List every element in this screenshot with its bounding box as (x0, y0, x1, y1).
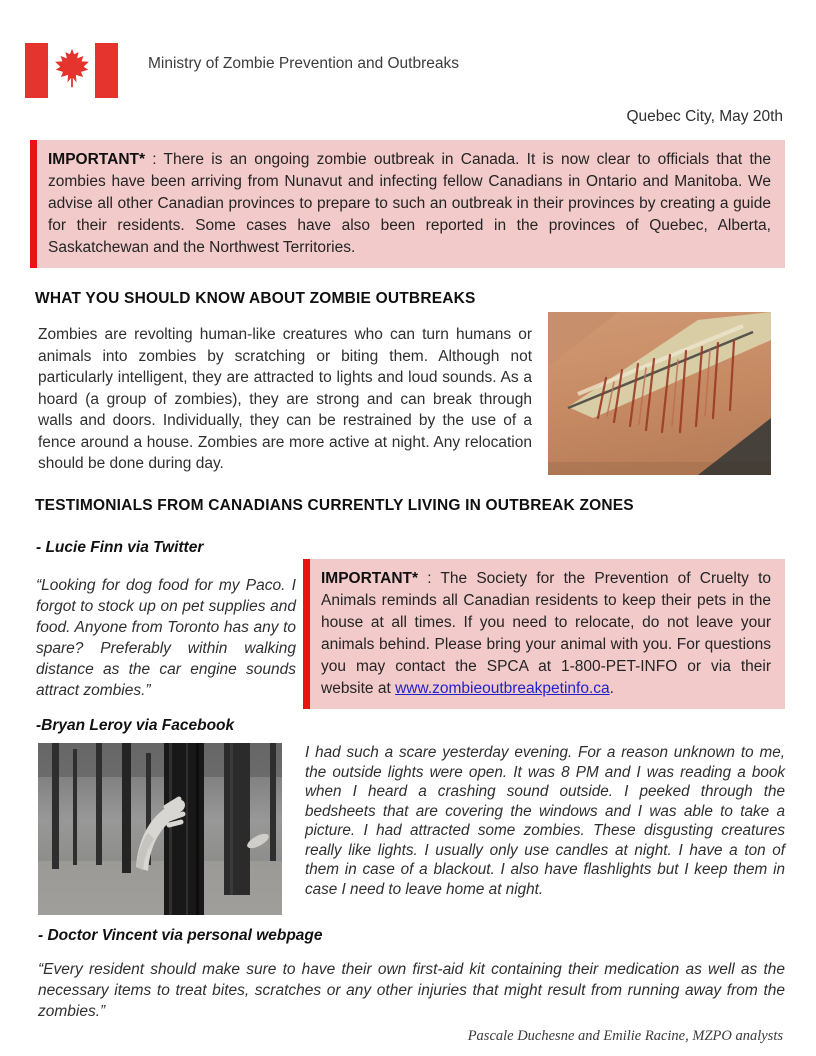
flag-right-bar (95, 43, 118, 98)
dateline: Quebec City, May 20th (626, 108, 783, 125)
testimonials-heading: TESTIMONIALS FROM CANADIANS CURRENTLY LIVING IN OUTBREAK ZONES (35, 497, 634, 514)
testimonial-quote-bryan: I had such a scare yesterday evening. For a reason unknown to me, the outside lights were open. It was 8 PM and I was reading a book when I heard a crashing sound outside. I peeked through the bedsheets that are covering the windows and I was able to take a picture. I had attracted some zombies. These disgusting creatures really like lights. I usually only use candles at night. I have a ton of them in case of a blackout. I also have flashlights but I keep them in case I need to leave home at night. (305, 744, 785, 898)
lucie-row (36, 539, 816, 709)
spca-alert-text (321, 568, 771, 700)
spca-alert-label: IMPORTANT* (321, 570, 419, 587)
maple-leaf-icon (54, 48, 90, 93)
scratched-arm-photo (548, 312, 771, 475)
zombie-hand-tree-photo (38, 743, 282, 915)
spca-alert-suffix: . (609, 680, 614, 697)
testimonial-author-lucie: - Lucie Finn via Twitter (36, 539, 204, 556)
know-paragraph: Zombies are revolting human-like creatures who can turn humans or animals into zombies by scratching or biting them. Although not particularly intelligent, they are attracted to lights and loud sounds. As a hoard (a group of zombies), they are strong and can break through walls and doors. Individually, they can be restrained by the use of a fence around a house. Zombies are more active at night. Any relocation should be done during day. (38, 326, 532, 472)
alert-body: : There is an ongoing zombie outbreak in Canada. It is now clear to officials that the zombies have been arriving from Nunavut and infecting fellow Canadians in Ontario and Manitoba. We advise all other Canadian provinces to prepare to such an outbreak in their provinces by creating a guide for their residents. Some cases have also been reported in the provinces of Quebec, Alberta, Saskatchewan and the Northwest Territories. (48, 151, 771, 256)
ministry-title: Ministry of Zombie Prevention and Outbreaks (148, 55, 459, 72)
spca-website-link[interactable]: www.zombieoutbreakpetinfo.ca (395, 680, 610, 697)
flag-left-bar (25, 43, 48, 98)
know-row (38, 312, 785, 475)
testimonial-author-bryan: -Bryan Leroy via Facebook (36, 717, 235, 734)
flag-white-field (48, 43, 95, 98)
masthead (0, 0, 816, 98)
spca-alert-body: : The Society for the Prevention of Cruelty to Animals reminds all Canadian residents to keep their pets in the house at all times. If you need to relocate, do not leave your animals behind. Please bring your animal with you. For questions you may contact the SPCA at 1-800-PET-INFO or via their website at (321, 570, 771, 697)
lucie-column (36, 539, 296, 701)
testimonial-author-vincent: - Doctor Vincent via personal webpage (38, 927, 323, 944)
canada-flag (25, 43, 118, 98)
testimonial-quote-vincent: “Every resident should make sure to have their own first-aid kit containing their medication as well as the necessary items to treat bites, scratches or any other injuries that might result from running away from the zombies.” (38, 961, 785, 1020)
testimonial-quote-lucie: “Looking for dog food for my Paco. I forgot to stock up on pet supplies and food. Anyone from Toronto has any to spare? Preferably within walking distance as the car engine sounds attract zombies.” (36, 577, 296, 699)
national-alert-box (30, 140, 785, 268)
know-heading: WHAT YOU SHOULD KNOW ABOUT ZOMBIE OUTBREAKS (35, 290, 476, 307)
national-alert-text (48, 149, 771, 259)
signature: Pascale Duchesne and Emilie Racine, MZPO analysts (467, 1028, 783, 1044)
bryan-row (38, 743, 785, 915)
spca-alert-box (303, 559, 785, 709)
alert-label: IMPORTANT* (48, 151, 146, 168)
